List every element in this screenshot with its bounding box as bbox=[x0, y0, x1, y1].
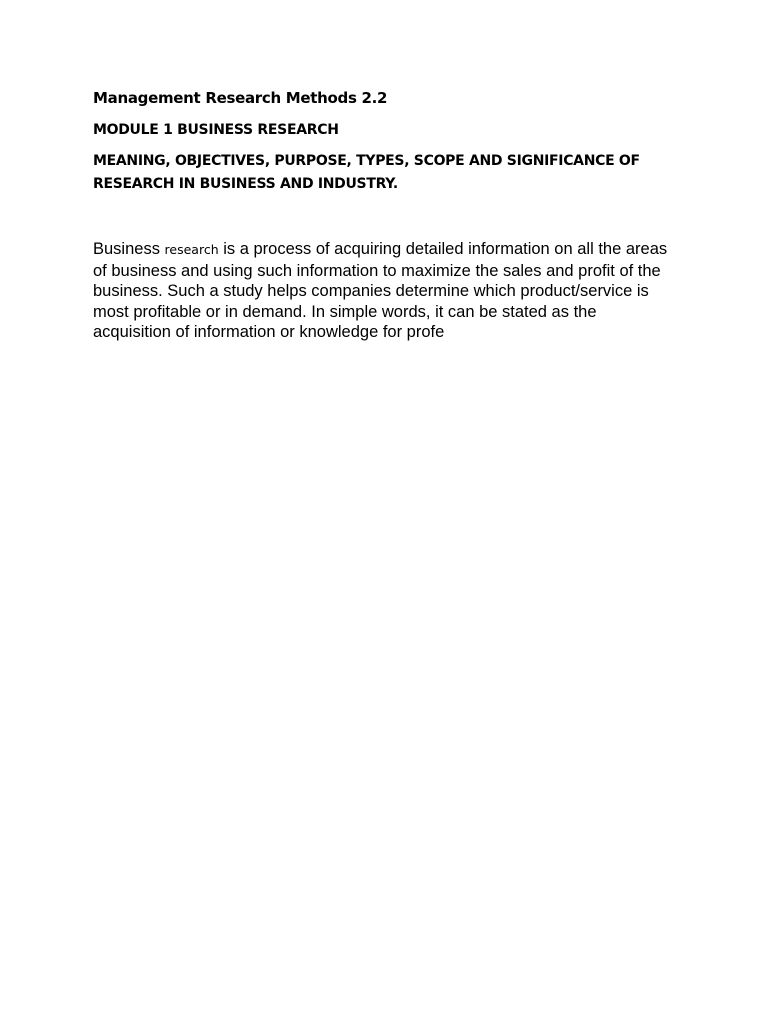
paragraph-text: is a process of acquiring detailed information on all the areas of business and using such information to maximize the sales and profit of the business. Such a study helps companies determine which product/service is most profitable or in demand. In simple words, it can be stated as the acquisition of information or knowledge for profe bbox=[93, 240, 668, 341]
section-heading bbox=[93, 150, 673, 196]
section-heading-line-1: MEANING, OBJECTIVES, PURPOSE, TYPES, SCOPE AND SIGNIFICANCE OF bbox=[93, 153, 640, 169]
document-content bbox=[93, 86, 673, 343]
paragraph-small-word: research bbox=[164, 242, 219, 257]
body-paragraph bbox=[93, 239, 673, 343]
section-heading-line-2: RESEARCH IN BUSINESS AND INDUSTRY. bbox=[93, 176, 398, 192]
document-title: Management Research Methods 2.2 bbox=[93, 89, 388, 107]
paragraph-lead-word: Business bbox=[93, 240, 160, 258]
module-title: MODULE 1 BUSINESS RESEARCH bbox=[93, 122, 339, 138]
